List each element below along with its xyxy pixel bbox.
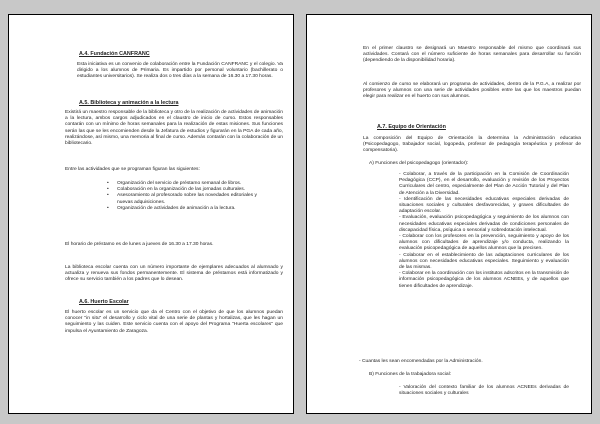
heading-huerto: A.6. Huerto Escolar <box>79 299 129 305</box>
paragraph-fondos: La biblioteca escolar cuenta con un número importante de ejemplares adecuados al alumnado y actualiza y renueva sus fondos permanentemente. El sistema de préstamos está informatizado y ofrece su servicio también a los padres que lo desean. <box>65 265 283 283</box>
list-item: • Organización de actividades de animación a la lectura. <box>107 206 257 212</box>
list-item: • Asesoramiento al profesorado sobre las novedades editoriales y nuevas adquisiciones. <box>107 193 257 205</box>
heading-biblioteca: A.5. Biblioteca y animación a la lectura <box>79 100 179 106</box>
paragraph-horario: El horario de préstamo es de lunes a jueves de 16.30 a 17.30 horas. <box>65 242 214 247</box>
paragraph-composicion: La composición del Equipo de Orientación la determina la Administración educativa (Psicopedagogo, trabajador social, logopeda, profesor de pedagogía terapéutica y profesor de compensatoria). <box>363 136 581 154</box>
heading-equipo-orientacion: A.7. Equipo de Orientación <box>377 124 446 130</box>
heading-fundacion-canfranc: A.4. Fundación CANFRANC <box>79 51 150 57</box>
paragraph-administracion: - Cuantas les sean encomendadas por la Administración. <box>359 359 483 364</box>
right-page <box>306 14 592 414</box>
list-funciones-psicopedagogo: - Colaborar, a través de la participación en la Comisión de Coordinación Pedagógica (CCP), en el desarrollo, evaluación y revisión de los Proyectos Curriculares del centro, especialmente del Plan de Acción Tutorial y del Plan de Atención a la Diversidad. - Identificación de las necesidades educativas especiales derivadas de situaciones sociales y culturales desfavorecidas, y graves dificultades de adaptación escolar. - Evaluación, evaluación psicopedagógica y seguimiento de los alumnos con necesidades educativas especiales derivadas de condiciones personales de discapacidad física, psíquica o sensorial y sobredotación intelectual. - Colaborar con los profesores en la prevención, seguimiento y apoyo de los alumnos con dificultades de aprendizaje y/o conducta, realizando la evaluación psicopedagógica de aquellos alumnos que la precisen. - Colaborar en el establecimiento de las adaptaciones curriculares de los alumnos con necesidades educativas especiales. Seguimiento y evaluación de las mismas. - Colaborar en la coordinación con los institutos adscritos en la transmisión de información psicopedagógica de los alumnos ACNEEs, y de aquellos que tienen dificultades de aprendizaje. <box>399 172 569 289</box>
list-item: • Organización del servicio de préstamo semanal de libros. <box>107 181 257 187</box>
paragraph-programa-actividades: Al comienzo de curso se elaborará un programa de actividades, dentro de la P.G.A, a realizar por profesores y alumnos con una serie de actividades posibles entre las que los maestros puedan elegir para realizar en el huerto con sus alumnos. <box>363 82 581 100</box>
paragraph-trabajadora-social: - Valoración del contexto familiar de los alumnos ACNEEs derivadas de situaciones sociales y culturales <box>399 385 569 397</box>
paragraph-biblioteca: Existirá un maestro responsable de la biblioteca y otro de la realización de actividades de animación a la lectura, ambos cargos adjudicados en el claustro de inicio de curso. Estos responsables contarán con un mínimo de horas semanales para la realización de estas misiones. Sus funciones serán las que se les encomienden desde la Jefatura de estudios y figurarán en la PGA de cada año, realizándose, así mismo, una memoria al final de curso. Además contarán con la colaboración de un bibliotecario. <box>65 110 283 147</box>
left-page <box>8 14 294 414</box>
paragraph-maestro-responsable: En el primer claustro se designará un Maestro responsable del mismo que coordinará sus actividades. Contará con el número suficiente de horas semanales para desarrollar su función (dependiendo de la disponibilidad horaria). <box>363 46 581 64</box>
list-actividades <box>107 181 257 212</box>
subheading-psicopedagogo: A) Funciones del psicopedagogo (orientador): <box>369 161 469 166</box>
paragraph-huerto: El huerto escolar es un servicio que da el Centro con el objetivo de que los alumnos puedan conocer "in situ" el desarrollo y ciclo vital de una serie de plantas y hortalizas, que les hagan un seguimiento y las cuiden. Este servicio cuenta con el apoyo del Programa "Huerta escolares" que impulsa el Ayuntamiento de Zaragoza. <box>65 310 283 334</box>
subheading-trabajadora-social: B) Funciones de la trabajadora social: <box>369 372 452 377</box>
paragraph-canfranc: Esta iniciativa es un convenio de colaboración entre la Fundación CANFRANC y el colegio. Va dirigido a los alumnos de Primaria. Es impartido por personal voluntario (bachillerato o estudiantes universitarios). Se realiza dos o tres días a la semana de 16.30 a 17.30 horas. <box>77 62 283 80</box>
list-item: • Colaboración en la organización de las jornadas culturales. <box>107 187 257 193</box>
paragraph-actividades-intro: Entre las actividades que se programan figuran las siguientes: <box>65 167 200 172</box>
